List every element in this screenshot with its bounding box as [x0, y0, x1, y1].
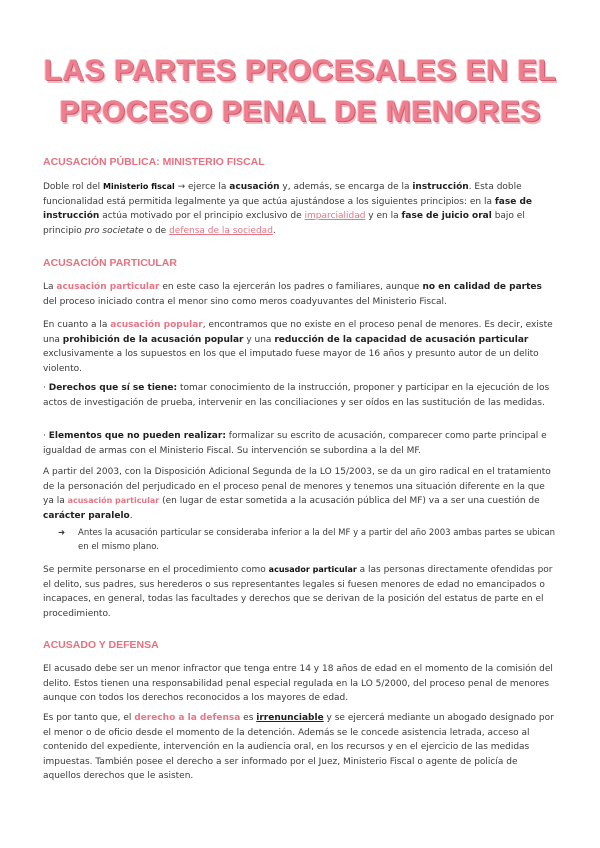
text: o de — [143, 225, 170, 236]
term-imparcialidad: imparcialidad — [304, 211, 366, 221]
bullet: · — [43, 383, 49, 393]
arrow-note-text: Antes la acusación particular se consideraba inferior a la del MF y a partir del año 2003 ambas partes se ubican en el mismo plano. — [78, 528, 556, 552]
term-acusador-particular: acusador particular — [268, 565, 357, 574]
term-derecho-defensa: derecho a la defensa — [134, 713, 241, 723]
term-reduccion-capacidad: reducción de la capacidad de acusación particular — [274, 334, 529, 345]
text: del proceso iniciado contra el menor sino como meros coadyuvantes del Ministerio Fiscal. — [43, 296, 447, 307]
section-heading-acusado-defensa: ACUSADO Y DEFENSA — [43, 639, 159, 651]
paragraph-derechos — [43, 381, 557, 410]
text: es — [240, 713, 257, 723]
term-elementos: Elementos que no pueden realizar: — [48, 431, 226, 441]
text: . — [272, 225, 276, 236]
term-prohibicion: prohibición de la acusación popular — [62, 334, 244, 345]
text: (en lugar de estar sometida a la acusación pública del MF) va a ser una cuestión de — [159, 496, 540, 506]
term-derechos: Derechos que sí se tiene: — [48, 383, 178, 393]
term-acusacion-particular: acusación particular — [56, 282, 160, 292]
term-defensa-sociedad: defensa de la sociedad — [169, 225, 273, 236]
paragraph-elementos — [43, 429, 557, 458]
text: En cuanto a la — [43, 320, 111, 330]
paragraph-acusado: El acusado debe ser un menor infractor que tenga entre 14 y 18 años de edad en el momento de la comisión del delito. Estos tienen una responsabilidad penal especial regulada en la LO 5/2000, del proceso penal de menores aunque con todos los derechos reconocidos a los mayores de edad. — [43, 664, 553, 703]
text: . — [129, 510, 133, 521]
term-acusacion-particular-2: acusación particular — [67, 496, 160, 505]
text: en este caso la ejercerán los padres o familiares, aunque — [159, 282, 423, 292]
paragraph-ministerio-fiscal — [43, 180, 557, 238]
text: Se permite personarse en el procedimiento como — [43, 565, 269, 575]
paragraph-derecho-defensa — [43, 711, 557, 784]
text: Doble rol del — [43, 182, 104, 192]
term-acusacion-popular: acusación popular — [110, 320, 203, 330]
text: y se ejercerá mediante un abogado designado por el menor o de oficio desde el momento de la detención. Además se le concede asistencia letrada, acceso al contenido del expediente, intervención en la audiencia oral, en los recursos y en el ejercicio de las medidas impuestas. También posee el derecho a ser informado por el Juez, Ministerio Fiscal o agente de policía de aquellos derechos que le asisten. — [43, 713, 554, 781]
document-title: LAS PARTES PROCESALES EN EL PROCESO PENAL DE MENORES — [43, 54, 557, 128]
term-no-en-calidad-partes: no en calidad de partes — [422, 282, 542, 292]
text: Es por tanto que, el — [43, 713, 135, 723]
term-caracter-paralelo: carácter paralelo — [43, 510, 130, 521]
section-heading-acusacion-particular: ACUSACIÓN PARTICULAR — [43, 257, 177, 269]
term-fase-juicio-oral: fase de juicio oral — [401, 211, 492, 221]
paragraph-lo-2003 — [43, 465, 557, 523]
term-irrenunciable: irrenunciable — [256, 713, 324, 723]
text: La — [43, 282, 57, 292]
term-instruccion: instrucción — [412, 182, 469, 192]
text: exclusivamente a los supuestos en los que el imputado fuese mayor de 16 años y presunto autor de un delito violento. — [43, 349, 539, 374]
text: y una — [243, 334, 275, 345]
text: , encontramos que no existe en el proceso penal de menores. Es decir, existe una — [43, 320, 553, 345]
text: actúa motivado por el principio exclusivo de — [99, 211, 305, 221]
term-pro-societate: pro societate — [84, 225, 144, 236]
text: bajo el principio — [43, 211, 525, 236]
text: y, además, se encarga de la — [279, 182, 413, 192]
term-fase-instruccion: fase de instrucción — [43, 196, 532, 221]
text: . Esta doble funcionalidad está permitida legalmente ya que actúa ajustándose a los siguientes principios: en la — [43, 182, 522, 207]
term-acusacion: acusación — [229, 182, 280, 192]
text: y en la — [365, 211, 402, 221]
bullet: · — [43, 431, 49, 441]
text: → ejerce la — [174, 182, 230, 192]
paragraph-acusacion-popular — [43, 318, 557, 376]
text: formalizar su escrito de acusación, comparecer como parte principal e igualdad de armas con el Ministerio Fiscal. Su intervención se subordina a la del MF. — [43, 431, 547, 456]
text: a las personas directamente ofendidas por el delito, sus padres, sus herederos o sus representantes legales si fuesen menores de edad no emancipados o incapaces, en general, todas las facultades y derechos que se derivan de la posición del estatus de parte en el procedimiento. — [43, 565, 553, 619]
text: A partir del 2003, con la Disposición Adicional Segunda de la LO 15/2003, se da un giro radical en el tratamiento de la personación del perjudicado en el proceso penal de menores y tenemos una situación diferente en la que ya la — [43, 467, 551, 506]
text: tomar conocimiento de la instrucción, proponer y participar en la ejecución de los actos de investigación de prueba, intervenir en las conciliaciones y ser oídos en las sustitución de las medidas. — [43, 383, 550, 408]
paragraph-acusacion-particular — [43, 280, 557, 309]
arrow-right-icon: ➜ — [58, 528, 66, 538]
paragraph-personarse — [43, 563, 557, 621]
section-heading-acusacion-publica: ACUSACIÓN PÚBLICA: MINISTERIO FISCAL — [43, 156, 265, 168]
term-ministerio-fiscal: Ministerio fiscal — [103, 182, 175, 191]
